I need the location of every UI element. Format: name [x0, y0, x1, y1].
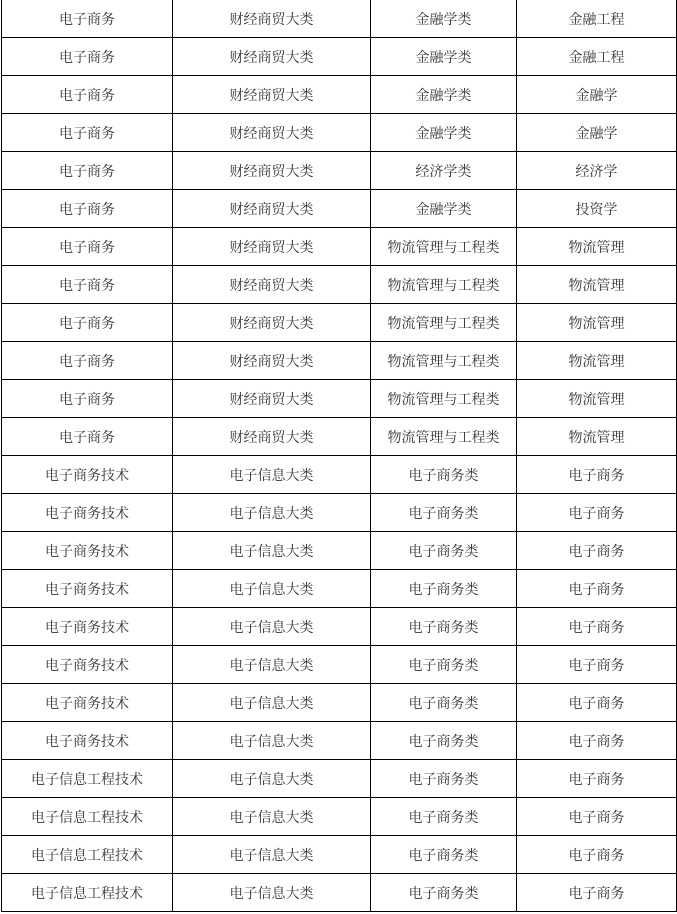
vocational-major-cell: 电子商务 [2, 380, 173, 418]
vocational-major-cell: 电子商务 [2, 0, 173, 38]
undergraduate-major-cell: 物流管理 [517, 228, 677, 266]
undergraduate-discipline-cell: 金融学类 [371, 76, 517, 114]
undergraduate-major-cell: 物流管理 [517, 342, 677, 380]
table-row [2, 152, 677, 190]
vocational-major-cell: 电子商务技术 [2, 608, 173, 646]
major-category-cell: 电子信息大类 [173, 684, 371, 722]
undergraduate-major-cell: 电子商务 [517, 722, 677, 760]
vocational-major-cell: 电子信息工程技术 [2, 760, 173, 798]
table-row [2, 114, 677, 152]
undergraduate-major-cell: 物流管理 [517, 304, 677, 342]
major-category-cell: 财经商贸大类 [173, 190, 371, 228]
undergraduate-major-cell: 金融工程 [517, 38, 677, 76]
table-row [2, 494, 677, 532]
undergraduate-discipline-cell: 电子商务类 [371, 836, 517, 874]
major-category-cell: 电子信息大类 [173, 646, 371, 684]
undergraduate-major-cell: 金融学 [517, 76, 677, 114]
vocational-major-cell: 电子商务 [2, 342, 173, 380]
major-category-cell: 电子信息大类 [173, 874, 371, 912]
undergraduate-discipline-cell: 金融学类 [371, 114, 517, 152]
vocational-major-cell: 电子商务技术 [2, 684, 173, 722]
table-row [2, 608, 677, 646]
vocational-major-cell: 电子商务技术 [2, 532, 173, 570]
undergraduate-major-cell: 电子商务 [517, 456, 677, 494]
major-category-cell: 电子信息大类 [173, 760, 371, 798]
vocational-major-cell: 电子商务技术 [2, 494, 173, 532]
vocational-major-cell: 电子商务 [2, 114, 173, 152]
undergraduate-discipline-cell: 电子商务类 [371, 722, 517, 760]
table-row [2, 836, 677, 874]
major-category-cell: 财经商贸大类 [173, 342, 371, 380]
major-category-cell: 财经商贸大类 [173, 152, 371, 190]
undergraduate-major-cell: 电子商务 [517, 684, 677, 722]
vocational-major-cell: 电子信息工程技术 [2, 836, 173, 874]
major-category-cell: 电子信息大类 [173, 570, 371, 608]
undergraduate-major-cell: 金融学 [517, 114, 677, 152]
undergraduate-discipline-cell: 电子商务类 [371, 684, 517, 722]
table-row [2, 646, 677, 684]
undergraduate-major-cell: 物流管理 [517, 418, 677, 456]
major-category-cell: 电子信息大类 [173, 494, 371, 532]
undergraduate-major-cell: 物流管理 [517, 380, 677, 418]
vocational-major-cell: 电子商务 [2, 418, 173, 456]
vocational-major-cell: 电子商务 [2, 228, 173, 266]
major-category-cell: 财经商贸大类 [173, 38, 371, 76]
vocational-major-cell: 电子商务 [2, 152, 173, 190]
table-row [2, 0, 677, 38]
table-row [2, 532, 677, 570]
undergraduate-major-cell: 电子商务 [517, 494, 677, 532]
vocational-major-cell: 电子信息工程技术 [2, 798, 173, 836]
vocational-major-cell: 电子商务技术 [2, 646, 173, 684]
undergraduate-discipline-cell: 电子商务类 [371, 760, 517, 798]
table-row [2, 304, 677, 342]
major-category-cell: 电子信息大类 [173, 456, 371, 494]
table-body [2, 0, 677, 912]
undergraduate-discipline-cell: 电子商务类 [371, 456, 517, 494]
table-row [2, 684, 677, 722]
undergraduate-major-cell: 电子商务 [517, 836, 677, 874]
undergraduate-discipline-cell: 金融学类 [371, 0, 517, 38]
vocational-major-cell: 电子商务技术 [2, 570, 173, 608]
undergraduate-major-cell: 电子商务 [517, 646, 677, 684]
undergraduate-major-cell: 电子商务 [517, 532, 677, 570]
major-category-cell: 财经商贸大类 [173, 114, 371, 152]
major-category-cell: 电子信息大类 [173, 608, 371, 646]
undergraduate-discipline-cell: 物流管理与工程类 [371, 228, 517, 266]
undergraduate-discipline-cell: 物流管理与工程类 [371, 266, 517, 304]
undergraduate-discipline-cell: 物流管理与工程类 [371, 418, 517, 456]
undergraduate-discipline-cell: 电子商务类 [371, 608, 517, 646]
major-category-cell: 财经商贸大类 [173, 418, 371, 456]
major-category-cell: 电子信息大类 [173, 532, 371, 570]
vocational-major-cell: 电子商务 [2, 76, 173, 114]
undergraduate-major-cell: 经济学 [517, 152, 677, 190]
undergraduate-discipline-cell: 物流管理与工程类 [371, 342, 517, 380]
table-row [2, 228, 677, 266]
vocational-major-cell: 电子商务技术 [2, 722, 173, 760]
table-row [2, 570, 677, 608]
major-category-cell: 电子信息大类 [173, 798, 371, 836]
undergraduate-discipline-cell: 电子商务类 [371, 646, 517, 684]
table-row [2, 722, 677, 760]
major-category-cell: 电子信息大类 [173, 836, 371, 874]
vocational-major-cell: 电子信息工程技术 [2, 874, 173, 912]
major-mapping-table-container [1, 0, 676, 912]
undergraduate-discipline-cell: 电子商务类 [371, 570, 517, 608]
table-row [2, 760, 677, 798]
table-row [2, 456, 677, 494]
major-category-cell: 电子信息大类 [173, 722, 371, 760]
major-category-cell: 财经商贸大类 [173, 76, 371, 114]
table-row [2, 38, 677, 76]
undergraduate-major-cell: 电子商务 [517, 760, 677, 798]
undergraduate-major-cell: 电子商务 [517, 570, 677, 608]
vocational-major-cell: 电子商务 [2, 304, 173, 342]
undergraduate-discipline-cell: 电子商务类 [371, 874, 517, 912]
undergraduate-major-cell: 投资学 [517, 190, 677, 228]
vocational-major-cell: 电子商务技术 [2, 456, 173, 494]
undergraduate-major-cell: 金融工程 [517, 0, 677, 38]
major-category-cell: 财经商贸大类 [173, 228, 371, 266]
major-category-cell: 财经商贸大类 [173, 266, 371, 304]
vocational-major-cell: 电子商务 [2, 38, 173, 76]
undergraduate-discipline-cell: 物流管理与工程类 [371, 304, 517, 342]
table-row [2, 380, 677, 418]
undergraduate-discipline-cell: 金融学类 [371, 38, 517, 76]
undergraduate-major-cell: 电子商务 [517, 798, 677, 836]
table-row [2, 342, 677, 380]
undergraduate-major-cell: 电子商务 [517, 874, 677, 912]
undergraduate-discipline-cell: 物流管理与工程类 [371, 380, 517, 418]
table-row [2, 418, 677, 456]
major-category-cell: 财经商贸大类 [173, 380, 371, 418]
undergraduate-major-cell: 物流管理 [517, 266, 677, 304]
major-category-cell: 财经商贸大类 [173, 304, 371, 342]
undergraduate-discipline-cell: 电子商务类 [371, 798, 517, 836]
table-row [2, 266, 677, 304]
vocational-major-cell: 电子商务 [2, 190, 173, 228]
vocational-major-cell: 电子商务 [2, 266, 173, 304]
undergraduate-major-cell: 电子商务 [517, 608, 677, 646]
undergraduate-discipline-cell: 电子商务类 [371, 494, 517, 532]
major-category-cell: 财经商贸大类 [173, 0, 371, 38]
major-mapping-table [1, 0, 677, 912]
table-row [2, 874, 677, 912]
table-row [2, 190, 677, 228]
table-row [2, 76, 677, 114]
table-row [2, 798, 677, 836]
undergraduate-discipline-cell: 金融学类 [371, 190, 517, 228]
undergraduate-discipline-cell: 电子商务类 [371, 532, 517, 570]
undergraduate-discipline-cell: 经济学类 [371, 152, 517, 190]
